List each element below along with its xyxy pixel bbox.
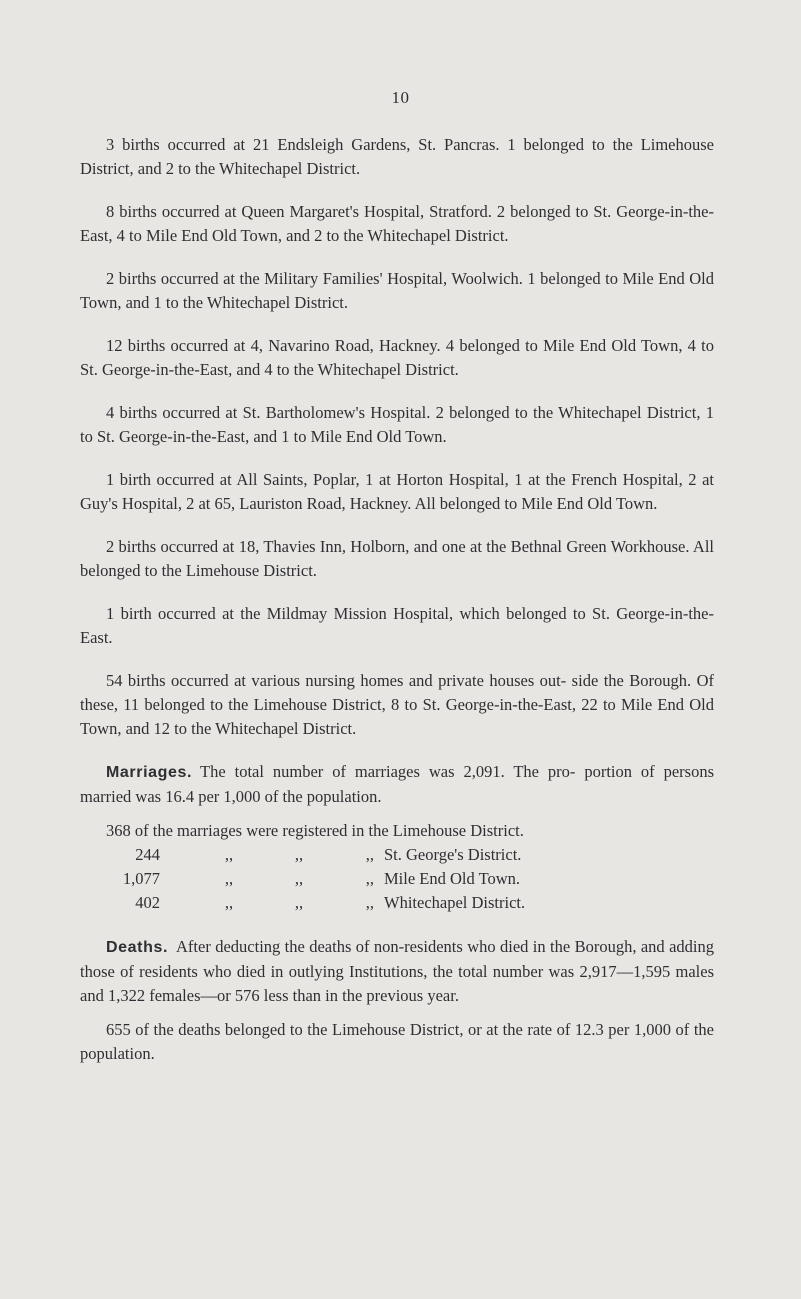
deaths-text: After deducting the deaths of non-residents who died in the Borough, and adding those of residents who died in outlying Institutions, the total number was 2,917—1,595 males and 1,322 females—or 576 less than in the previous year.: [80, 937, 714, 1005]
ditto-mark: ,,: [294, 869, 304, 888]
paragraph-queen-margarets: 8 births occurred at Queen Margaret's Hospital, Stratford. 2 belonged to St. George-in-the-East, 4 to Mile End Old Town, and 2 to the Whitechapel District.: [80, 202, 714, 245]
table-row: [80, 891, 714, 915]
deaths-heading: Deaths.: [106, 939, 168, 956]
marriage-district: Whitechapel District.: [384, 893, 526, 912]
ditto-mark: ,,: [224, 869, 234, 888]
table-row: [80, 867, 714, 891]
ditto-mark: ,,: [294, 845, 304, 864]
marriages-text: The total number of marriages was 2,091. The pro- portion of persons married was 16.4 per 1,000 of the population.: [80, 762, 714, 806]
ditto-mark: ,,: [294, 893, 304, 912]
marriage-count: 1,077: [122, 869, 160, 888]
ditto-mark: ,,: [224, 893, 234, 912]
marriages-table: [80, 819, 714, 915]
marriage-count: 244: [135, 845, 160, 864]
paragraph-navarino-road: 12 births occurred at 4, Navarino Road, Hackney. 4 belonged to Mile End Old Town, 4 to St. George-in-the-East, and 4 to the Whitechapel District.: [80, 336, 714, 379]
ditto-mark: ,,: [224, 845, 234, 864]
document-body: [80, 133, 714, 1085]
deaths-followup: 655 of the deaths belonged to the Limehouse District, or at the rate of 12.3 per 1,000 of the population.: [80, 1020, 714, 1063]
deaths-section: [80, 935, 714, 1008]
marriage-count: 402: [135, 893, 160, 912]
page-number: 10: [391, 88, 410, 107]
paragraph-thavies-inn: 2 births occurred at 18, Thavies Inn, Holborn, and one at the Bethnal Green Workhouse. All belonged to the Limehouse District.: [80, 537, 714, 580]
marriages-section: [80, 760, 714, 809]
marriages-first-line: 368 of the marriages were registered in the Limehouse District.: [106, 821, 524, 840]
paragraph-military-families: 2 births occurred at the Military Families' Hospital, Woolwich. 1 belonged to Mile End Old Town, and 1 to the Whitechapel District.: [80, 269, 714, 312]
paragraph-endsleigh-gardens: 3 births occurred at 21 Endsleigh Gardens, St. Pancras. 1 belonged to the Limehouse District, and 2 to the Whitechapel District.: [80, 135, 714, 178]
ditto-mark: ,,: [365, 893, 374, 912]
ditto-mark: ,,: [365, 869, 374, 888]
paragraph-mildmay-mission: 1 birth occurred at the Mildmay Mission Hospital, which belonged to St. George-in-the-East.: [80, 604, 714, 647]
ditto-mark: ,,: [365, 845, 374, 864]
marriage-district: St. George's District.: [384, 845, 522, 864]
marriage-district: Mile End Old Town.: [384, 869, 521, 888]
paragraph-all-saints: 1 birth occurred at All Saints, Poplar, 1 at Horton Hospital, 1 at the French Hospital, 2 at Guy's Hospital, 2 at 65, Lauriston Road, Hackney. All belonged to Mile End Old Town.: [80, 470, 714, 513]
table-row: [80, 819, 714, 843]
paragraph-nursing-homes: 54 births occurred at various nursing homes and private houses out- side the Borough. Of these, 11 belonged to the Limehouse District, 8 to St. George-in-the-East, 22 to Mile End Old Town, and 12 to the Whitechapel District.: [80, 671, 714, 738]
paragraph-st-bartholomews: 4 births occurred at St. Bartholomew's Hospital. 2 belonged to the Whitechapel District, 1 to St. George-in-the-East, and 1 to Mile End Old Town.: [80, 403, 714, 446]
marriages-heading: Marriages.: [106, 764, 193, 781]
table-row: [80, 843, 714, 867]
